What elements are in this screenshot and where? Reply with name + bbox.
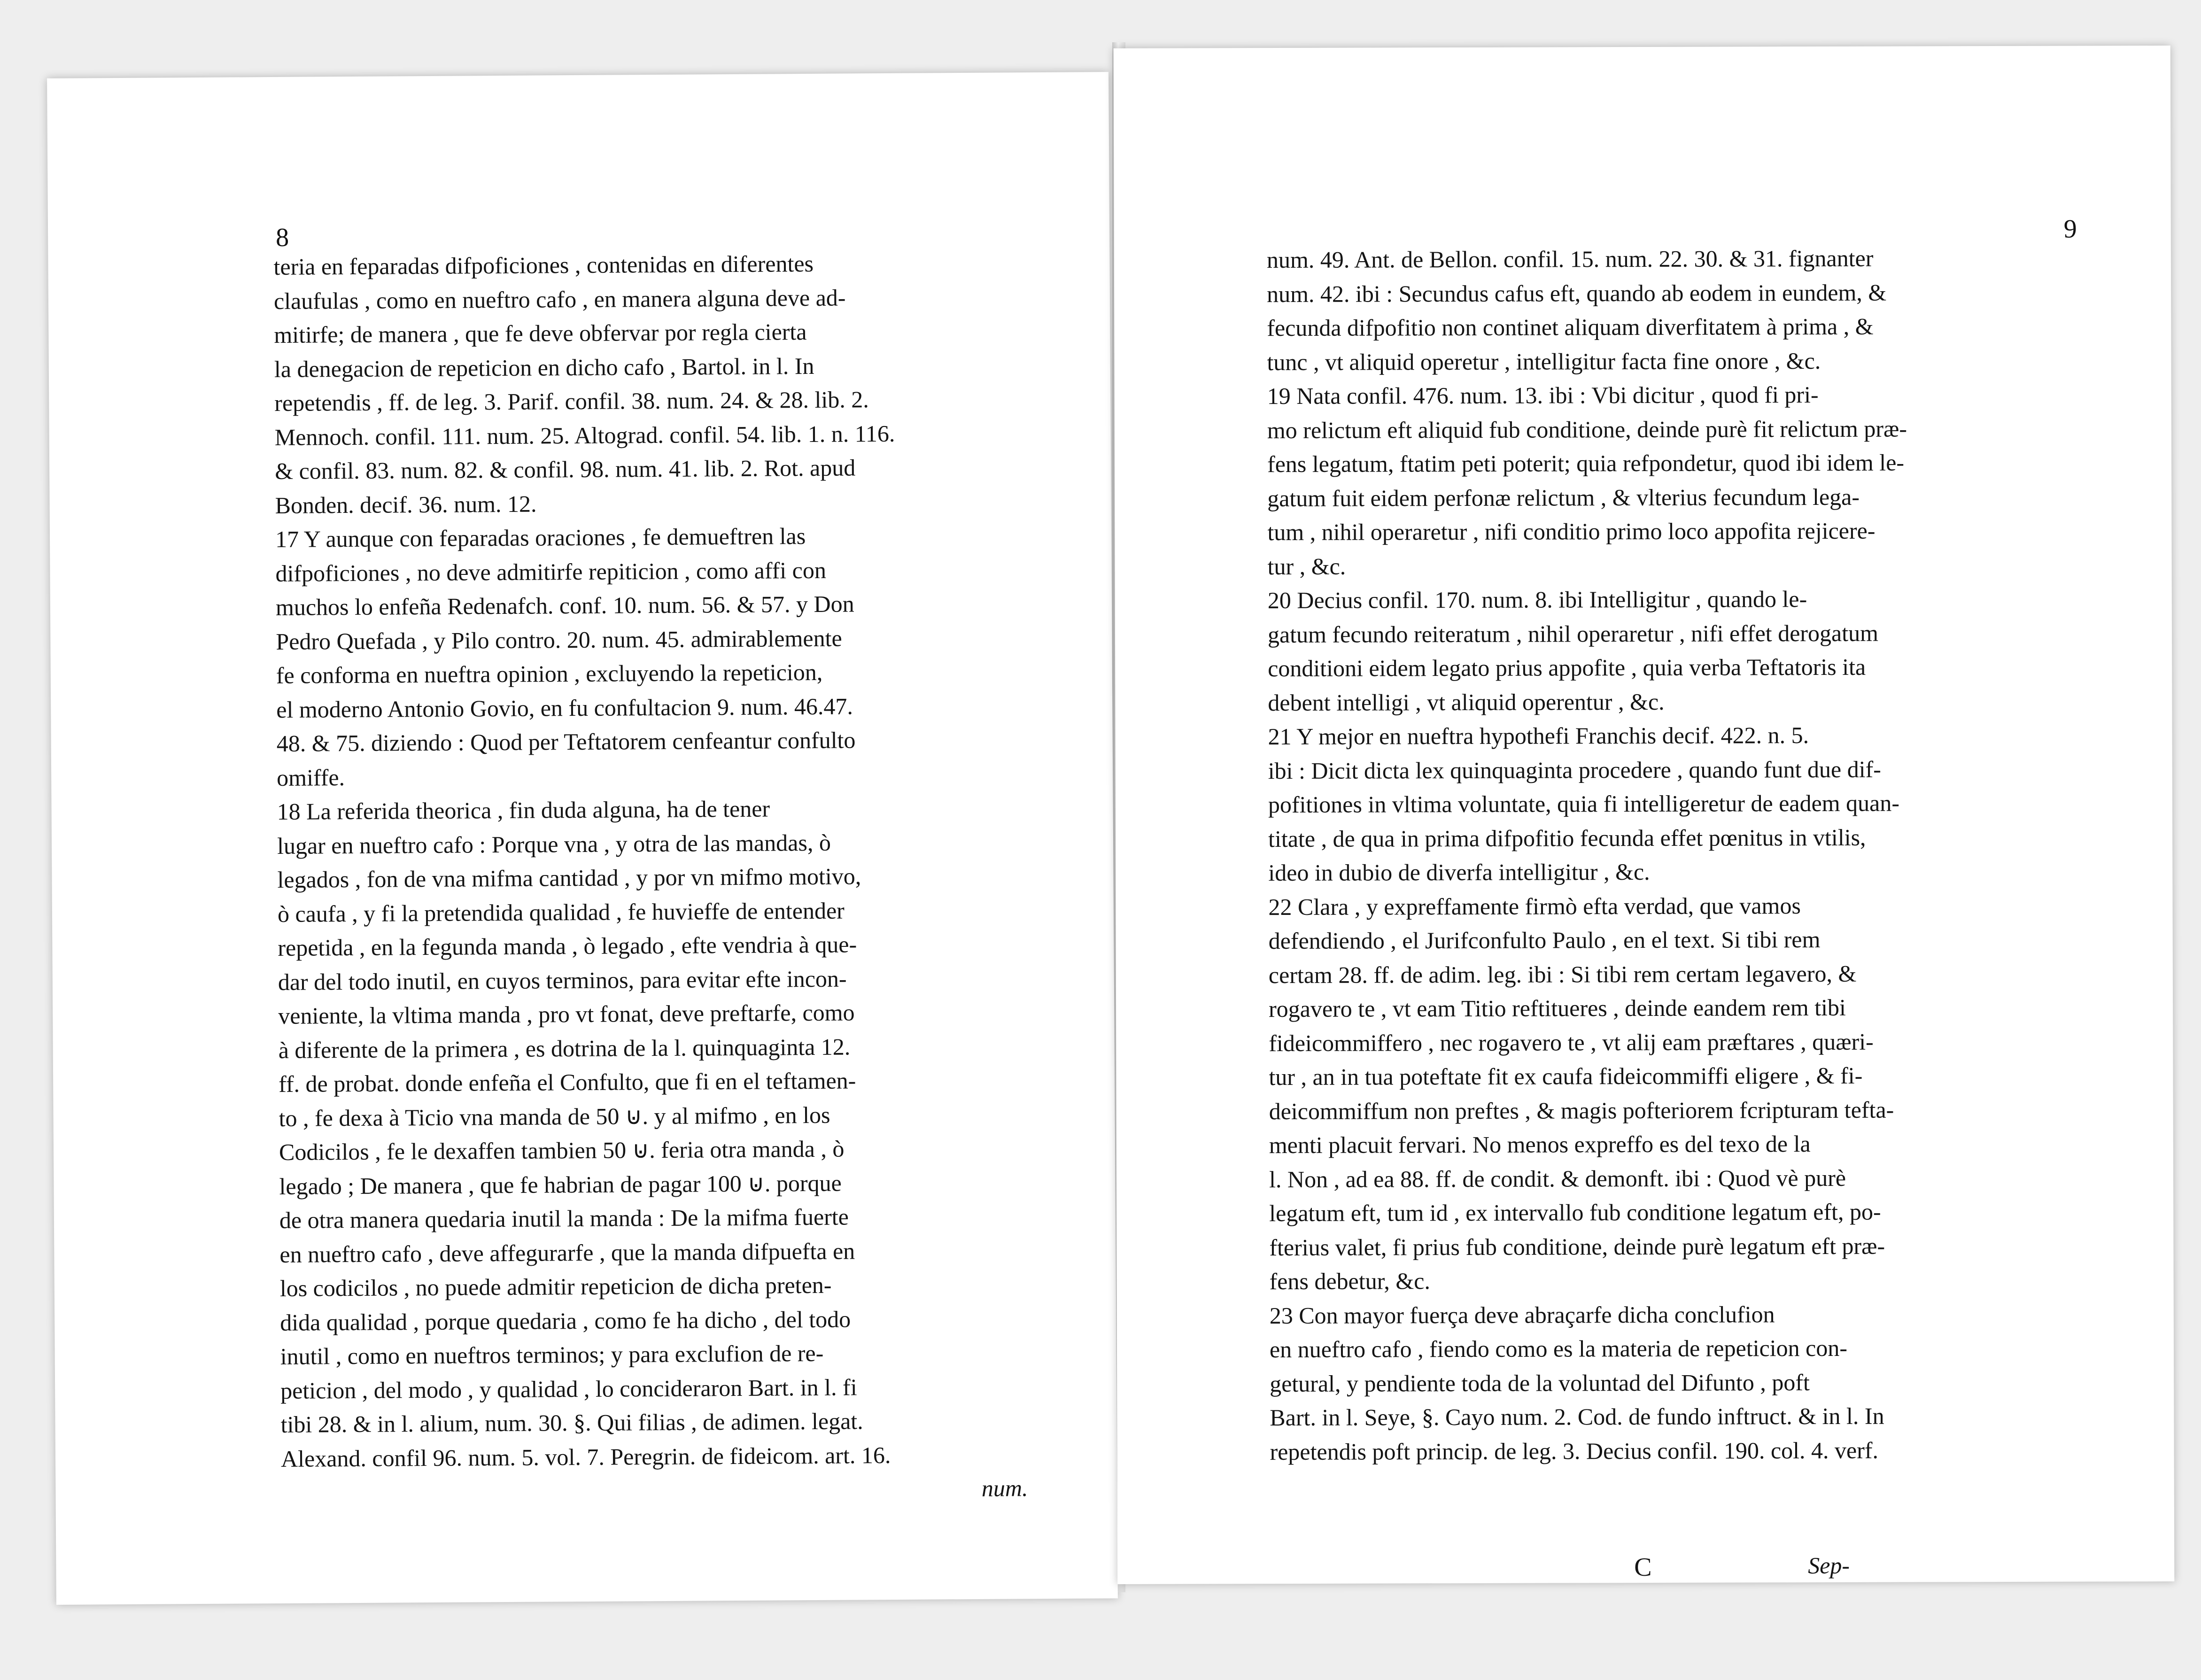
text-line: gatum fuit eidem perfonæ relictum , & vlterius fecundum lega- xyxy=(1267,483,1860,511)
text-line: muchos lo enfeña Redenafch. conf. 10. num. 56. & 57. y Don xyxy=(275,590,854,620)
text-line: claufulas , como en nueftro cafo , en manera alguna deve ad- xyxy=(273,284,846,314)
text-line: legatum eft, tum id , ex intervallo fub conditione legatum eft, po- xyxy=(1269,1198,1881,1227)
text-line: 22 Clara , y expreffamente firmò efta verdad, que vamos xyxy=(1268,892,1801,920)
text-line: titate , de qua in prima difpofitio fecunda effet pœnitus in vtilis, xyxy=(1268,824,1866,852)
text-line: Bart. in l. Seye, §. Cayo num. 2. Cod. de fundo inftruct. & in l. In xyxy=(1270,1402,1884,1431)
text-line: inutil , como en nueftros terminos; y para exclufion de re- xyxy=(280,1339,824,1370)
text-line: gatum fecundo reiteratum , nihil operaretur , nifi effet derogatum xyxy=(1267,619,1879,648)
text-line: pofitiones in vltima voluntate, quia fi intelligeretur de eadem quan- xyxy=(1268,790,1900,818)
text-line: 23 Con mayor fuerça deve abraçarfe dicha conclufion xyxy=(1269,1301,1775,1329)
text-line: tur , an in tua poteftate fit ex caufa fideicommiffi eligere , & fi- xyxy=(1269,1062,1863,1091)
text-line: Mennoch. confil. 111. num. 25. Altograd. confil. 54. lib. 1. n. 116. xyxy=(274,420,895,450)
text-line: fe conforma en nueftra opinion , excluyendo la repeticion, xyxy=(276,658,823,689)
text-line: 20 Decius confil. 170. num. 8. ibi Intelligitur , quando le- xyxy=(1267,586,1807,614)
text-line: getural, y pendiente toda de la voluntad del Difunto , poft xyxy=(1270,1369,1810,1397)
text-line: mo relictum eft aliquid fub conditione, deinde purè fit relictum præ- xyxy=(1267,415,1907,443)
text-line: repetida , en la fegunda manda , ò legado , efte vendria à que- xyxy=(278,931,857,961)
text-line: legados , fon de vna mifma cantidad , y por vn mifmo motivo, xyxy=(277,863,861,893)
text-line: rogavero te , vt eam Titio reftitueres , deinde eandem rem tibi xyxy=(1269,994,1846,1022)
text-line: dida qualidad , porque quedaria , como fe ha dicho , del todo xyxy=(280,1306,851,1336)
catchword: num. xyxy=(981,1475,1028,1502)
text-line: num. 49. Ant. de Bellon. confil. 15. num. 22. 30. & 31. fignanter xyxy=(1266,245,1874,273)
text-line: los codicilos , no puede admitir repeticion de dicha preten- xyxy=(279,1271,832,1301)
text-line: defendiendo , el Jurifconfulto Paulo , en el text. Si tibi rem xyxy=(1268,926,1821,954)
text-line: à diferente de la primera , es dotrina de la l. quinquaginta 12. xyxy=(278,1033,851,1063)
text-line: & confil. 83. num. 82. & confil. 98. num. 41. lib. 2. Rot. apud xyxy=(275,454,856,484)
text-line: Bonden. decif. 36. num. 12. xyxy=(275,490,537,519)
text-block xyxy=(1267,241,2017,1469)
text-line: debent intelligi , vt aliquid operentur , &c. xyxy=(1268,688,1665,716)
text-line: ff. de probat. donde enfeña el Confulto, que fi en el teftamen- xyxy=(279,1067,856,1097)
text-line: certam 28. ff. de adim. leg. ibi : Si tibi rem certam legavero, & xyxy=(1268,960,1857,988)
text-line: ideo in dubio de diverfa intelligitur , &c. xyxy=(1268,858,1650,886)
text-line: lugar en nueftro cafo : Porque vna , y otra de las mandas, ò xyxy=(277,829,831,859)
text-line: el moderno Antonio Govio, en fu confultacion 9. num. 46.47. xyxy=(276,692,853,723)
text-line: 17 Y aunque con feparadas oraciones , fe demueftren las xyxy=(275,523,806,552)
text-line: ò caufa , y fi la pretendida qualidad , fe huvieffe de entender xyxy=(277,897,845,927)
text-line: repetendis poft princip. de leg. 3. Decius confil. 190. col. 4. verf. xyxy=(1270,1437,1879,1465)
text-line: fideicommiffero , nec rogavero te , vt alij eam præftares , quæri- xyxy=(1269,1028,1874,1056)
text-line: 21 Y mejor en nueftra hypothefi Franchis decif. 422. n. 5. xyxy=(1268,722,1809,750)
text-line: mitirfe; de manera , que fe deve obfervar por regla cierta xyxy=(274,318,807,348)
text-block xyxy=(273,245,1032,1510)
text-line: de otra manera quedaria inutil la manda : De la mifma fuerte xyxy=(279,1203,849,1233)
right-page xyxy=(1114,46,2175,1584)
text-line: legado ; De manera , que fe habrian de pagar 100 ⊍. porque xyxy=(279,1169,842,1200)
text-line: tunc , vt aliquid operetur , intelligitur facta fine onore , &c. xyxy=(1267,347,1821,375)
text-line: la denegacion de repeticion en dicho cafo , Bartol. in l. In xyxy=(274,352,814,382)
text-line: 48. & 75. diziendo : Quod per Teftatorem cenfeantur confulto xyxy=(276,727,856,757)
signature-mark: C xyxy=(1634,1552,1652,1582)
text-line: peticion , del modo , y qualidad , lo concideraron Bart. in l. fi xyxy=(280,1373,857,1404)
left-page xyxy=(47,72,1118,1605)
text-line: veniente, la vltima manda , pro vt fonat, deve preftarfe, como xyxy=(278,999,855,1029)
text-line: deicommiffum non preftes , & magis pofteriorem fcripturam tefta- xyxy=(1269,1096,1894,1124)
text-line: 19 Nata confil. 476. num. 13. ibi : Vbi dicitur , quod fi pri- xyxy=(1267,381,1819,410)
page-number: 8 xyxy=(275,223,289,252)
catchword: Sep- xyxy=(1808,1552,1850,1579)
text-line: tur , &c. xyxy=(1267,553,1346,580)
text-line: teria en feparadas difpoficiones , contenidas en diferentes xyxy=(273,250,814,280)
text-line: ibi : Dicit dicta lex quinquaginta procedere , quando funt due dif- xyxy=(1268,756,1881,784)
text-line: fecunda difpofitio non continet aliquam diverfitatem à prima , & xyxy=(1267,313,1874,341)
text-line: Codicilos , fe le dexaffen tambien 50 ⊍. feria otra manda , ò xyxy=(279,1135,845,1165)
text-line: difpoficiones , no deve admitirfe repiticion , como affi con xyxy=(275,557,827,587)
text-line: dar del todo inutil, en cuyos terminos, para evitar efte incon- xyxy=(278,965,847,995)
text-line: 18 La referida theorica , fin duda alguna, ha de tener xyxy=(277,795,770,825)
text-line: conditioni eidem legato prius appofite , quia verba Teftatoris ita xyxy=(1268,653,1866,682)
text-line: omiffe. xyxy=(277,764,345,791)
text-line: fens debetur, &c. xyxy=(1269,1268,1430,1295)
text-line: l. Non , ad ea 88. ff. de condit. & demonft. ibi : Quod vè purè xyxy=(1269,1164,1846,1192)
text-line: menti placuit fervari. No menos expreffo es del texo de la xyxy=(1269,1130,1811,1159)
text-line: num. 42. ibi : Secundus cafus eft, quando ab eodem in eundem, & xyxy=(1267,279,1887,307)
text-line: en nueftro cafo , deve affegurarfe , que la manda difpuefta en xyxy=(279,1237,855,1268)
page-number: 9 xyxy=(2063,214,2077,244)
text-line: tum , nihil operaretur , nifi conditio primo loco appofita rejicere- xyxy=(1267,517,1876,546)
text-line: fterius valet, fi prius fub conditione, deinde purè legatum eft præ- xyxy=(1269,1232,1885,1261)
text-line: to , fe dexa à Ticio vna manda de 50 ⊍. y al mifmo , en los xyxy=(279,1101,830,1131)
text-line: Pedro Quefada , y Pilo contro. 20. num. 45. admirablemente xyxy=(276,625,842,655)
text-line: repetendis , ff. de leg. 3. Parif. confil. 38. num. 24. & 28. lib. 2. xyxy=(274,386,869,416)
text-line: tibi 28. & in l. alium, num. 30. §. Qui filias , de adimen. legat. xyxy=(280,1408,863,1438)
text-line: Alexand. confil 96. num. 5. vol. 7. Peregrin. de fideicom. art. 16. xyxy=(280,1441,891,1472)
text-line: en nueftro cafo , fiendo como es la materia de repeticion con- xyxy=(1269,1334,1848,1363)
text-line: fens legatum, ftatim peti poterit; quia refpondetur, quod ibi idem le- xyxy=(1267,449,1905,478)
